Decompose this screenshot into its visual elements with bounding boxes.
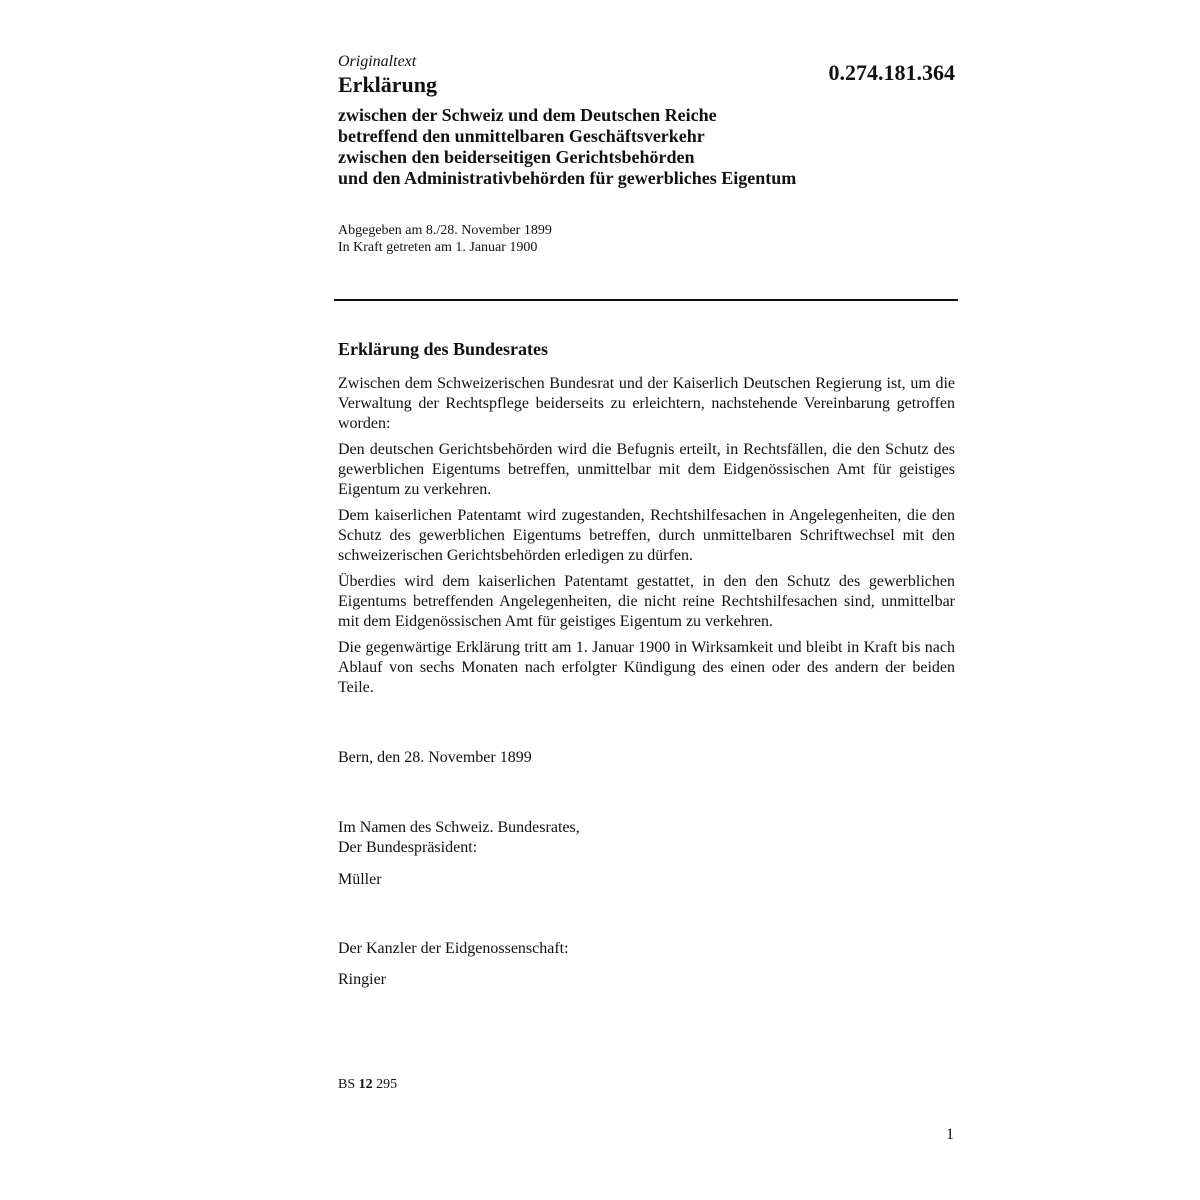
subtitle-line: zwischen der Schweiz und dem Deutschen Reiche <box>338 105 717 125</box>
footnote-prefix: BS <box>338 1077 356 1092</box>
document-title: Erklärung <box>338 72 438 97</box>
horizontal-rule <box>334 299 958 301</box>
originaltext-label: Originaltext <box>338 53 417 70</box>
footnote-volume: 12 <box>358 1077 373 1092</box>
dates-block <box>338 222 552 256</box>
subtitle-line: betreffend den unmittelbaren Geschäftsverkehr <box>338 126 705 146</box>
paragraph: Dem kaiserlichen Patentamt wird zugestanden, Rechtshilfesachen in Angelegenheiten, die den Schutz des gewerblichen Eigentums betreffen, durch unmittelbaren Schriftwechsel mit den schweizerischen Gerichtsbehörden erledigen zu dürfen. <box>338 507 955 564</box>
document-number: 0.274.181.364 <box>828 60 955 85</box>
footnote-page: 295 <box>376 1077 398 1092</box>
signature-line: Im Namen des Schweiz. Bundesrates, <box>338 819 580 836</box>
signatory-name-president: Müller <box>338 871 382 888</box>
section-heading: Erklärung des Bundesrates <box>338 339 549 359</box>
place-date: Bern, den 28. November 1899 <box>338 749 532 766</box>
signature-block-president <box>338 818 580 858</box>
page-number: 1 <box>946 1126 954 1143</box>
signature-line: Der Bundespräsident: <box>338 839 478 856</box>
paragraph: Überdies wird dem kaiserlichen Patentamt gestattet, in den den Schutz des gewerblichen Eigentums betreffenden Angelegenheiten, die nicht reine Rechtshilfesachen sind, unmittelbar mit dem Eidgenössischen Amt für geistiges Eigentum zu verkehren. <box>338 573 955 630</box>
subtitle-line: zwischen den beiderseitigen Gerichtsbehörden <box>338 147 695 167</box>
paragraph: Die gegenwärtige Erklärung tritt am 1. Januar 1900 in Wirksamkeit und bleibt in Kraft bis nach Ablauf von sechs Monaten nach erfolgter Kündigung des einen oder des andern der beiden Teile. <box>338 639 955 696</box>
paragraph: Zwischen dem Schweizerischen Bundesrat und der Kaiserlich Deutschen Regierung ist, um die Verwaltung der Rechtspflege beiderseits zu erleichtern, nachstehende Vereinbarung getroffen worden: <box>338 375 955 432</box>
signatory-name-chancellor: Ringier <box>338 971 386 988</box>
signature-block-chancellor: Der Kanzler der Eidgenossenschaft: <box>338 940 569 957</box>
paragraph: Den deutschen Gerichtsbehörden wird die Befugnis erteilt, in Rechtsfällen, die den Schutz des gewerblichen Eigentums betreffen, unmittelbar mit dem Eidgenössischen Amt für geistiges Eigentum zu verkehren. <box>338 441 955 498</box>
subtitle-line: und den Administrativbehörden für gewerbliches Eigentum <box>338 168 797 188</box>
body-text <box>338 374 955 704</box>
issued-date: Abgegeben am 8./28. November 1899 <box>338 223 552 238</box>
source-footnote <box>338 1076 397 1093</box>
document-subtitle <box>338 105 958 189</box>
in-force-date: In Kraft getreten am 1. Januar 1900 <box>338 240 538 255</box>
